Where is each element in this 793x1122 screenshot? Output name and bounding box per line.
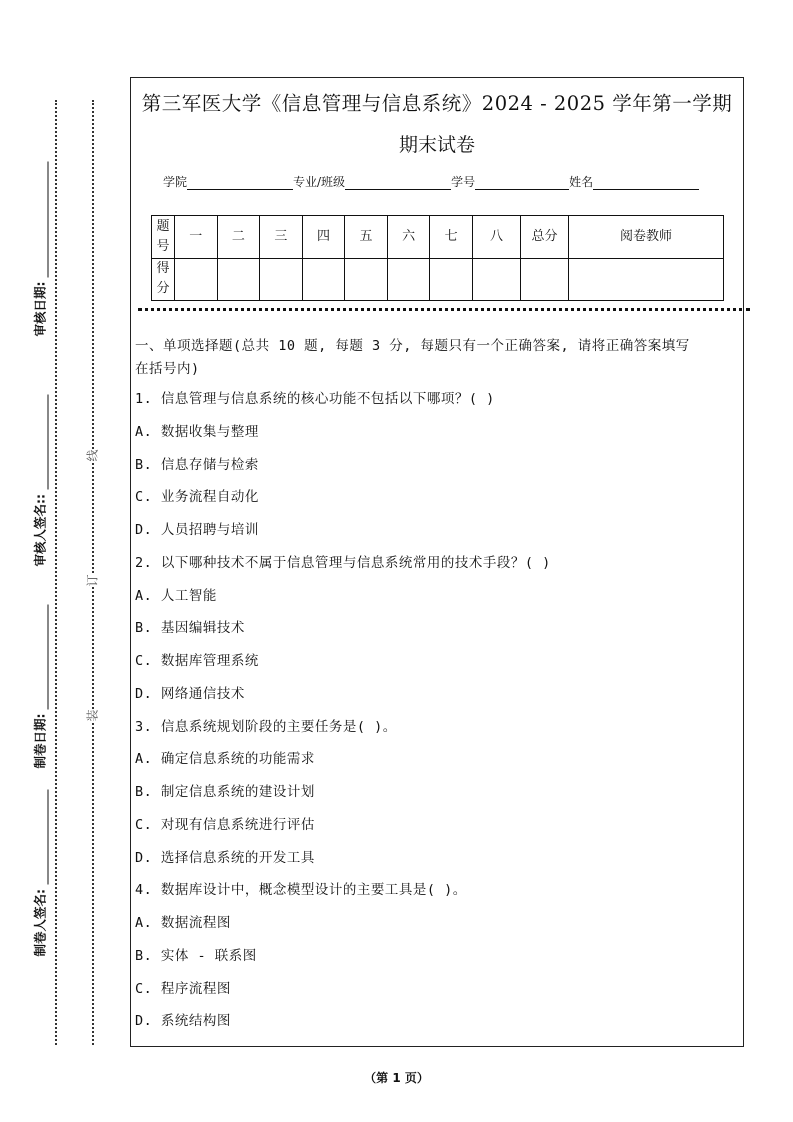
reviewer-signature-label: 审核人签名::: [32, 494, 48, 567]
answer-option: B. 制定信息系统的建设计划: [135, 784, 315, 800]
col-header: 七: [430, 216, 473, 259]
answer-option: B. 基因编辑技术: [135, 620, 245, 637]
answer-option: C. 程序流程图: [135, 980, 231, 997]
answer-option: B. 信息存储与检索: [135, 456, 259, 473]
col-header: 八: [473, 216, 521, 259]
name-field[interactable]: [593, 176, 699, 190]
question-text: 4. 数据库设计中，概念模型设计的主要工具是( )。: [135, 882, 467, 899]
col-header: 阅卷教师: [569, 216, 724, 259]
answer-option: C. 业务流程自动化: [135, 489, 259, 506]
score-cell[interactable]: [521, 258, 569, 301]
review-date-line[interactable]: [38, 162, 49, 278]
question-text: 2. 以下哪种技术不属于信息管理与信息系统常用的技术手段？( ): [135, 554, 551, 571]
exam-subtitle: 期末试卷: [398, 134, 475, 156]
major-class-label: 专业/班级: [293, 175, 346, 189]
col-header: 四: [302, 216, 345, 259]
section-heading-cont: 在括号内): [135, 361, 200, 377]
score-cell[interactable]: [473, 258, 521, 301]
col-header: 三: [260, 216, 303, 259]
score-table: [151, 215, 724, 301]
answer-option: D. 选择信息系统的开发工具: [135, 849, 315, 866]
binding-mark-xian: 线: [85, 449, 100, 462]
score-row: [152, 258, 724, 301]
binding-dotted-line-inner: [92, 100, 94, 1045]
answer-option: D. 人员招聘与培训: [135, 522, 259, 538]
binding-mark-zhuang: 装: [85, 709, 100, 722]
compiler-signature-line[interactable]: [38, 790, 49, 885]
review-date-field: [31, 162, 49, 337]
answer-option: C. 数据库管理系统: [135, 653, 259, 669]
score-cell[interactable]: [569, 258, 724, 301]
binding-dotted-line-outer: [55, 100, 57, 1045]
exam-title: 第三军医大学《信息管理与信息系统》2024 - 2025 学年第一学期: [141, 92, 733, 115]
col-header: 六: [387, 216, 430, 259]
answer-option: D. 系统结构图: [135, 1013, 231, 1030]
col-header: 总分: [521, 216, 569, 259]
col-header: 一: [175, 216, 218, 259]
score-cell[interactable]: [217, 258, 260, 301]
reviewer-signature-line[interactable]: [38, 395, 49, 490]
question-text: 1. 信息管理与信息系统的核心功能不包括以下哪项？( ): [135, 391, 495, 407]
college-label: 学院: [163, 175, 188, 189]
row-label: 题号: [152, 216, 175, 259]
page-number: （第 1 页）: [364, 1071, 429, 1085]
answer-option: A. 数据收集与整理: [135, 423, 259, 440]
row-label: 得分: [152, 258, 175, 301]
score-cell[interactable]: [387, 258, 430, 301]
student-info: [163, 173, 699, 190]
student-id-label: 学号: [451, 175, 476, 189]
answer-option: A. 人工智能: [135, 587, 217, 604]
col-header: 二: [217, 216, 260, 259]
question-number-row: [152, 216, 724, 259]
score-cell[interactable]: [345, 258, 388, 301]
answer-option: C. 对现有信息系统进行评估: [135, 816, 315, 833]
question-text: 3. 信息系统规划阶段的主要任务是( )。: [135, 718, 397, 735]
binding-mark-ding: 订: [85, 574, 100, 587]
score-cell[interactable]: [430, 258, 473, 301]
compile-date-line[interactable]: [38, 605, 49, 710]
answer-option: A. 确定信息系统的功能需求: [135, 751, 315, 768]
compile-date-label: 制卷日期:: [32, 713, 48, 769]
answer-option: B. 实体 - 联系图: [135, 947, 257, 964]
col-header: 五: [345, 216, 388, 259]
compiler-signature-label: 制卷人签名:: [32, 889, 48, 957]
college-field[interactable]: [187, 176, 293, 190]
compile-date-field: [31, 594, 49, 769]
score-cell[interactable]: [175, 258, 218, 301]
reviewer-signature-field: [31, 392, 49, 567]
answer-option: A. 数据流程图: [135, 915, 231, 931]
answer-option: D. 网络通信技术: [135, 685, 245, 702]
compiler-signature-field: [31, 782, 49, 957]
score-cell[interactable]: [260, 258, 303, 301]
name-label: 姓名: [569, 175, 594, 189]
review-date-label: 审核日期:: [32, 281, 48, 337]
major-class-field[interactable]: [345, 176, 451, 190]
student-id-field[interactable]: [475, 176, 569, 190]
section-heading: 一、单项选择题(总共 10 题, 每题 3 分, 每题只有一个正确答案, 请将正确答案填写: [135, 338, 690, 354]
score-cell[interactable]: [302, 258, 345, 301]
separator-dots: [138, 308, 750, 311]
